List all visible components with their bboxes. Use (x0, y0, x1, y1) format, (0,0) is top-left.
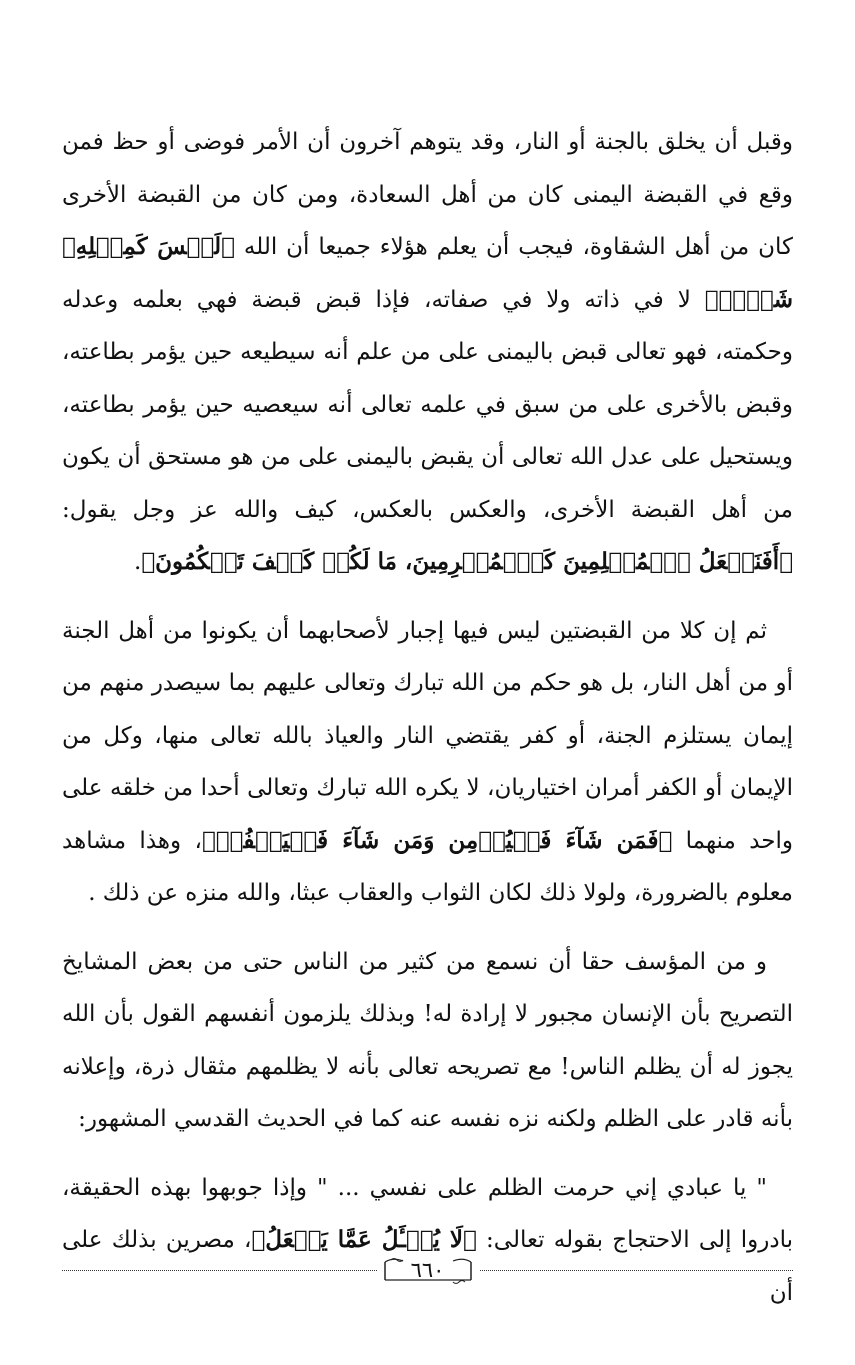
quran-verse: ﴿أَفَنَجۡعَلُ ٱلۡمُسۡلِمِينَ كَٱلۡمُجۡرِمِينَ، مَا لَكُمۡ كَيۡفَ تَحۡكُمُونَ﴾ (141, 548, 793, 575)
text-segment: ثم إن كلا من القبضتين ليس فيها إجبار لأصحابهما أن يكونوا من أهل الجنة أو من أهل النار، بل هو حكم من الله تبارك وتعالى عليهم بما سيصدر منهم من إيمان يستلزم الجنة، أو كفر يقتضي النار والعياذ بالله تعالى منها، وكل من الإيمان أو الكفر أمران اختياريان، لا يكره الله تبارك وتعالى أحدا من خلقه على واحد منهما (62, 617, 793, 854)
page-number: ٦٦٠ (410, 1258, 445, 1282)
text-segment: لا في ذاته ولا في صفاته، فإذا قبض قبضة فهي بعلمه وعدله وحكمته، فهو تعالى قبض باليمنى على من علم أنه سيطيعه حين يؤمر بطاعته، وقبض بالأخرى على من سبق في علمه تعالى أنه سيعصيه حين يؤمر بطاعته، ويستحيل على عدل الله تعالى أن يقبض باليمنى على من هو مستحق أن يكون من أهل القبضة الأخرى، والعكس بالعكس، كيف والله عز وجل يقول: (62, 286, 793, 523)
page-footer (62, 1256, 793, 1286)
paragraph-4 (62, 1162, 793, 1320)
text-segment: وقبل أن يخلق بالجنة أو النار، وقد يتوهم آخرون أن الأمر فوضى أو حظ فمن وقع في القبضة اليمنى كان من أهل السعادة، ومن كان من القبضة الأخرى كان من أهل الشقاوة، فيجب أن يعلم هؤلاء جميعا أن الله (62, 129, 793, 260)
text-segment: و من المؤسف حقا أن نسمع من كثير من الناس حتى من بعض المشايخ التصريح بأن الإنسان مجبور لا إرادة له! وبذلك يلزمون أنفسهم القول بأن الله يجوز له أن يظلم الناس! مع تصريحه تعالى بأنه لا يظلمهم مثقال ذرة، وإعلانه بأنه قادر على الظلم ولكنه نزه نفسه عنه كما في الحديث القدسي المشهور: (62, 948, 793, 1132)
text-segment: " يا عبادي إني حرمت الظلم على نفسي ... " وإذا جوبهوا بهذه الحقيقة، بادروا إلى الاحتجاج بقوله تعالى: (62, 1174, 793, 1253)
text-segment: ، وهذا مشاهد معلوم بالضرورة، ولولا ذلك لكان الثواب والعقاب عبثا، والله منزه عن ذلك . (62, 827, 793, 906)
paragraph-2 (62, 605, 793, 920)
page-number-frame (377, 1256, 479, 1286)
paragraph-3 (62, 936, 793, 1146)
quran-verse: ﴿فَمَن شَآءَ فَلۡيُؤۡمِن وَمَن شَآءَ فَلۡيَكۡفُرۡ﴾ (201, 826, 673, 854)
paragraph-1 (62, 116, 793, 589)
quran-verse: ﴿لَيۡسَ كَمِثۡلِهِۦ شَيۡءٞ﴾ (62, 233, 793, 313)
text-segment: ، مصرين بذلك على أن (62, 1227, 793, 1306)
text-segment: . (134, 549, 142, 575)
quran-verse: ﴿لَا يُسۡـَٔلُ عَمَّا يَفۡعَلُ﴾ (251, 1226, 477, 1253)
body-text (62, 116, 793, 1319)
